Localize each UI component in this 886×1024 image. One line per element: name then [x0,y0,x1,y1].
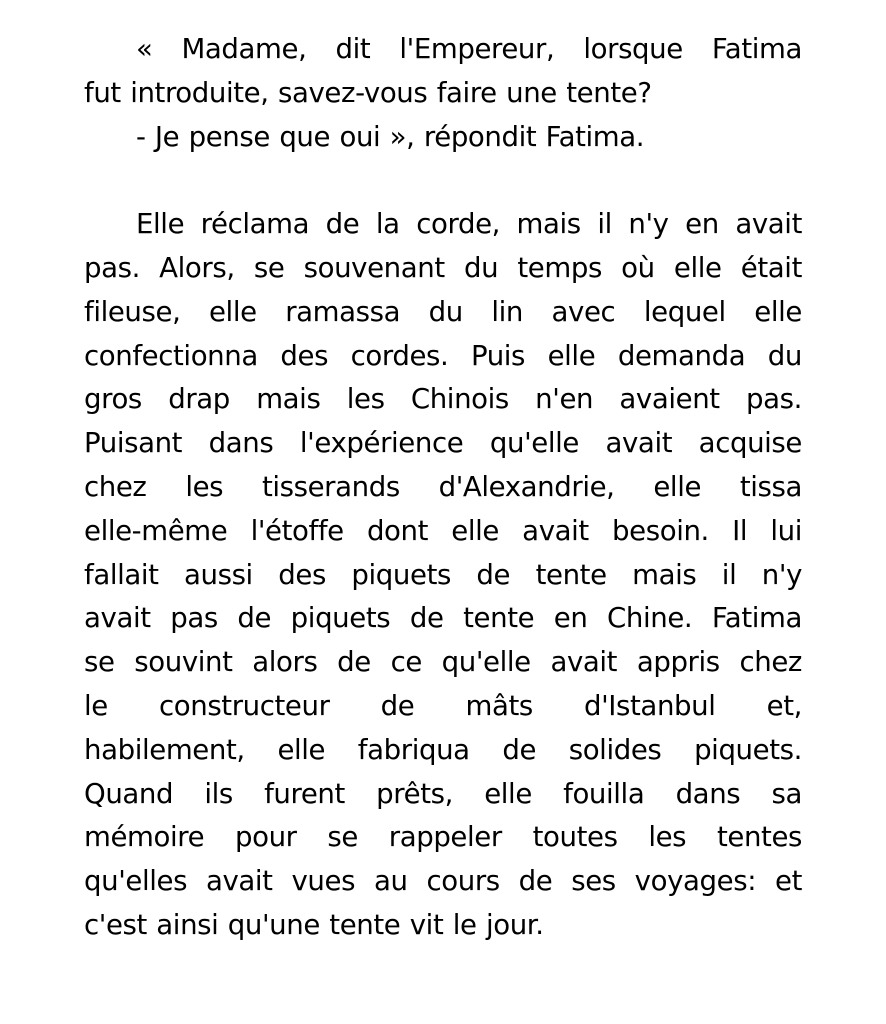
text-line: mémoire pour se rappeler toutes les tentes [84,820,802,854]
text-line: confectionna des cordes. Puis elle demanda du [84,338,802,372]
text-line: fileuse, elle ramassa du lin avec lequel elle [84,294,802,328]
text-line: fut introduite, savez-vous faire une tente? [84,75,652,109]
narrative-paragraph [84,202,802,947]
paragraph-spacer [84,158,802,202]
story-text-page [84,27,802,947]
text-line: - Je pense que oui », répondit Fatima. [136,119,645,153]
text-line: qu'elles avait vues au cours de ses voyages: et [84,864,802,898]
text-line: c'est ainsi qu'une tente vit le jour. [84,907,544,941]
text-line: habilement, elle fabriqua de solides piquets. [84,732,802,766]
dialogue-paragraph [84,27,802,158]
text-line: se souvint alors de ce qu'elle avait appris chez [84,645,802,679]
text-line: gros drap mais les Chinois n'en avaient pas. [84,382,802,416]
text-line: pas. Alors, se souvenant du temps où elle était [84,250,802,284]
text-line: chez les tisserands d'Alexandrie, elle tissa [84,469,802,503]
text-line: fallait aussi des piquets de tente mais il n'y [84,557,802,591]
text-line: le constructeur de mâts d'Istanbul et, [84,688,802,722]
text-line: Elle réclama de la corde, mais il n'y en avait [136,207,802,241]
text-line: « Madame, dit l'Empereur, lorsque Fatima [136,32,802,65]
text-line: elle-même l'étoffe dont elle avait besoin. Il lui [84,513,802,547]
text-line: Puisant dans l'expérience qu'elle avait acquise [84,426,802,460]
text-line: Quand ils furent prêts, elle fouilla dans sa [84,776,802,810]
text-line: avait pas de piquets de tente en Chine. Fatima [84,601,802,635]
